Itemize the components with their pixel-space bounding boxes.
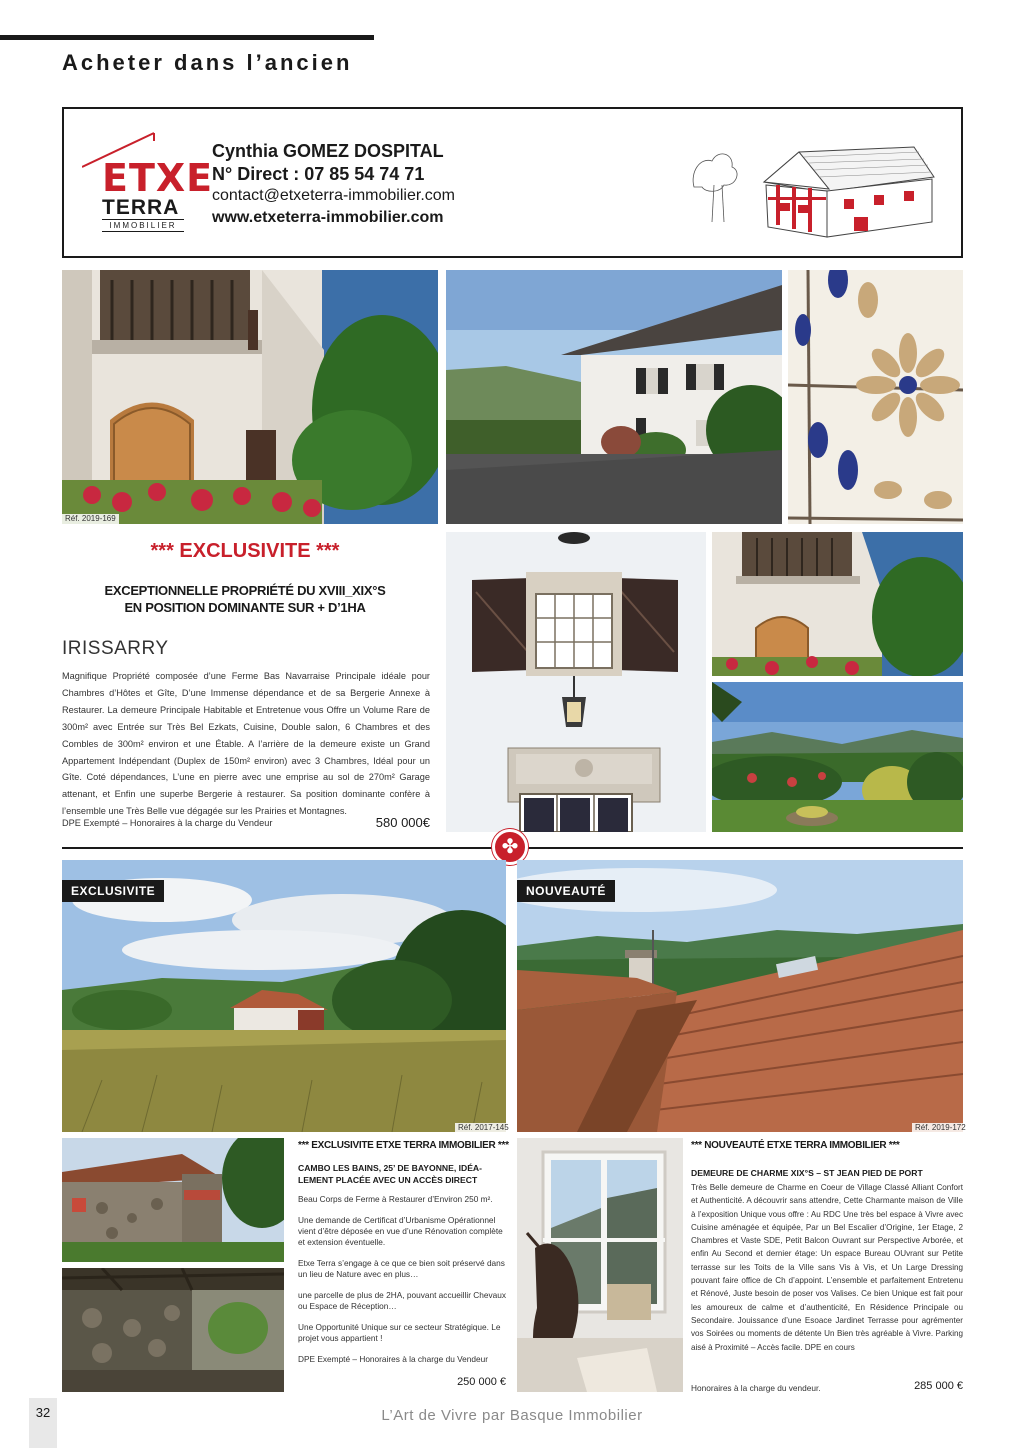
exclusivite-heading: *** EXCLUSIVITE *** [150,540,340,562]
footer-tagline: L’Art de Vivre par Basque Immobilier [381,1407,643,1424]
right-card-subtitle: DEMEURE DE CHARME XIX°S – ST JEAN PIED DE PORT [691,1168,923,1178]
photo-facade-balcony [62,270,438,524]
page-number: 32 [35,1405,51,1420]
right-card-title: *** NOUVEAUTÉ ETXE TERRA IMMOBILIER *** [691,1140,900,1151]
main-headline [62,582,428,616]
right-card-description: Très Belle demeure de Charme en Coeur de Village Classé Alliant Confort et Authenticité. A découvrir sans attendre, Cette Charmante maison de Ville à l’exposition Unique vous offre : Au RDC Une très bel espace à Vivre avec Cuisine aménagée et équipée, Par un Bel Escalier d’Origine, 1er Etage, 2 Chambres et Vaste SDE, Petit Balcon Ouvrant sur Perspective Arborée, et enfin Au Second et dernier étage: Un espace Bureau OUvrant sur Petite terrasse sur les Toits de la Ville sans Vis à Vis, et Un Large Dressing pouvant faire office de Ch d’appoint. L’ensemble et parfaitement Entretenu et Rénové, Juste besoin de poser vos Valises. Ce bien Unique est fait pour les amoureux de calme et d’authenticité, En Résidence Principale ou Secondaire. Jouissance d’une Esoace Jardinet Terrasse pour agrémenter vos Soirées ou moments de détente Un Bien très agréable à Vivre. Parking aisé à Proximité – Accès facile. DPE en cours [691,1183,963,1352]
left-card-paragraph: Une demande de Certificat d’Urbanisme Opérationnel vient d’être déposée en vue d’une Rénovation complète et extension éventuelle. [298,1215,503,1247]
agent-card [62,107,963,258]
section-title: Acheter dans l’ancien [62,50,353,75]
left-card-paragraph: DPE Exempté – Honoraires à la charge du Vendeur [298,1354,489,1364]
listing-dpe: DPE Exempté – Honoraires à la charge du Vendeur [62,818,273,828]
top-rule [0,35,374,40]
ref-label: Réf. 2019-169 [62,514,119,524]
agent-website[interactable]: www.etxeterra-immobilier.com [212,209,444,226]
left-card-paragraph: une parcelle de plus de 2HA, pouvant accueillir Chevaux ou Espace de Réception… [298,1290,507,1311]
left-card-subtitle [298,1162,506,1186]
nouveaute-tag: NOUVEAUTÉ [517,880,615,902]
left-card-title: *** EXCLUSIVITE ETXE TERRA IMMOBILIER *** [298,1140,509,1151]
agent-phone[interactable]: N° Direct : 07 85 54 74 71 [212,164,425,184]
lauburu-icon: ✤ [501,836,519,858]
listing-town: IRISSARRY [62,638,169,659]
agency-logo [82,129,214,230]
ref-label: Réf. 2017-145 [455,1123,512,1133]
photo-interior-window [517,1138,683,1392]
photo-garden-view [712,682,963,832]
agent-email[interactable]: contact@etxeterra-immobilier.com [212,187,455,204]
logo-immobilier: IMMOBILIER [102,219,184,232]
logo-etxe: ETXE [102,156,214,200]
left-card-paragraph: Beau Corps de Ferme à Restaurer d’Environ 250 m². [298,1194,493,1204]
listing-price: 580 000€ [375,815,430,830]
logo-terra: TERRA [102,196,180,219]
basque-house-sketch-icon [684,127,939,242]
photo-barn-interior [62,1268,284,1392]
main-headline-line-2: EN POSITION DOMINANTE SUR + D’1HA [124,600,366,615]
exclusivite-tag: EXCLUSIVITE [62,880,164,902]
agent-name: Cynthia GOMEZ DOSPITAL [212,141,444,161]
left-card-subtitle-line-2: LEMENT PLACÉE AVEC UN ACCÈS DIRECT [298,1175,478,1185]
listing-description: Magnifique Propriété composée d’une Ferme Bas Navarraise Principale idéale pour Chambres d’Hôtes et Gîte, D’une Immense dépendance et de sa Bergerie Annexe à Restaurer. La demeure Principale Habitable et Entretenue vous Offre un Volume Rare de 300m² avec Entrée sur Très Bel Ezkats, Cuisine, Double salon, 6 Chambres et des Combles de 300m² environ et une Étable. A l’arrière de la demeure existe un Grand Appartement Indépendant (Duplex de 150m² environ) avec 3 Chambres, Idéal pour un Gîte. Coté dépendances, L’une en pierre avec une emprise au sol de 270m² Garage attenant, et Enfin une superbe Bergerie à restaurer. Sa position dominante confère à l’ensemble une Très Belle vue dégagée sur les Prairies et Montagnes. [62,671,430,817]
left-card-subtitle-line-1: CAMBO LES BAINS, 25’ DE BAYONNE, IDÉA- [298,1163,483,1173]
right-card-honoraires: Honoraires à la charge du vendeur. [691,1383,821,1393]
left-card-body [298,1194,506,1375]
photo-window-lantern [446,532,706,832]
left-card-paragraph: Etxe Terra s’engage à ce que ce bien soit préservé dans un lieu de Nature avec en plus… [298,1258,505,1279]
photo-stone-barn [62,1138,284,1262]
ref-label: Réf. 2019-172 [912,1123,969,1133]
photo-facade-small [712,532,963,676]
right-card-price: 285 000 € [914,1380,963,1392]
photo-farmhouse-courtyard [446,270,782,524]
left-card-paragraph: Une Opportunité Unique sur ce secteur Stratégique. Le projet vous appartient ! [298,1322,501,1343]
main-headline-line-1: EXCEPTIONNELLE PROPRIÉTÉ DU XVIII_XIX°S [104,583,386,598]
agent-info [212,139,455,229]
left-card-price: 250 000 € [457,1376,506,1388]
photo-tile-detail [788,270,963,524]
